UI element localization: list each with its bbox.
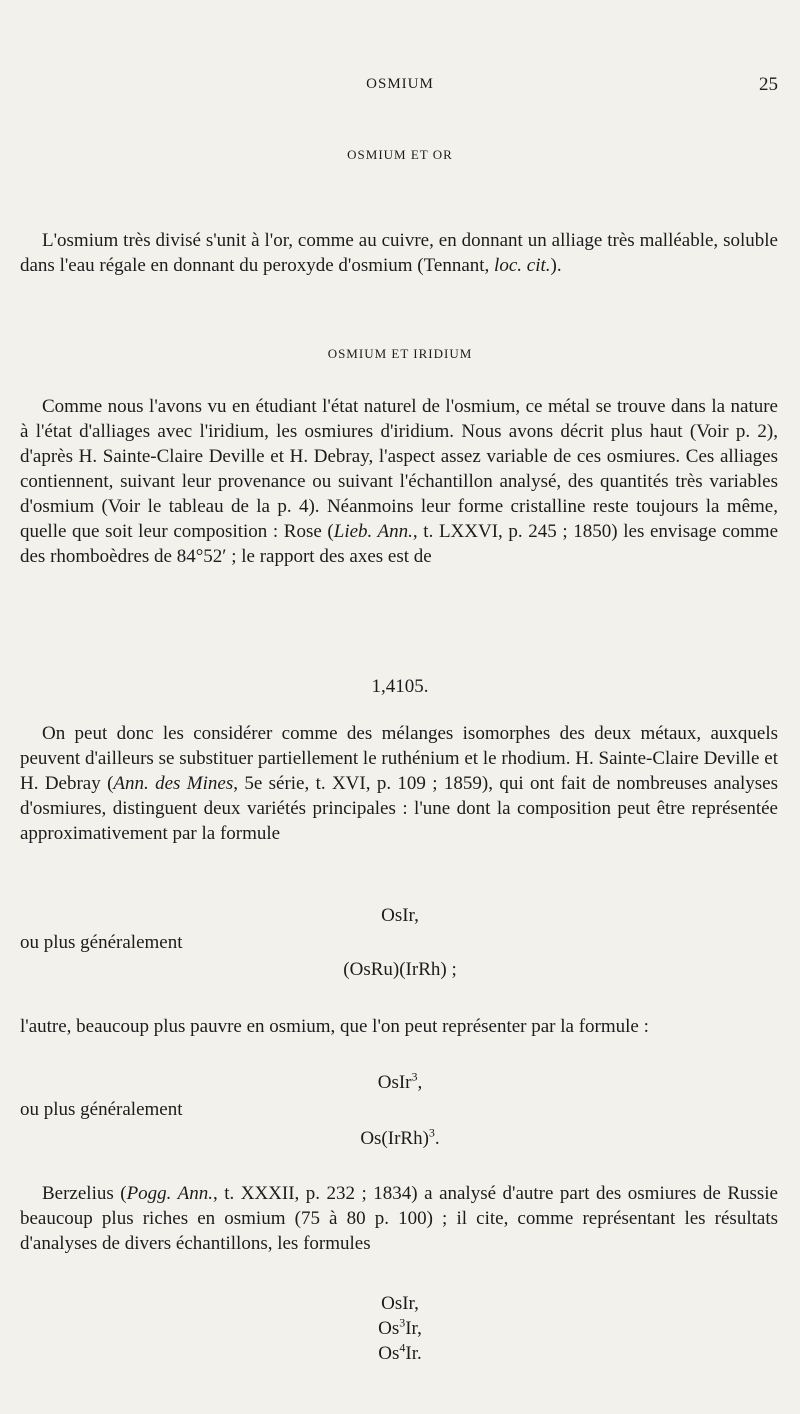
paragraph-berzelius bbox=[20, 1181, 778, 1256]
general-line-2: ou plus généralement bbox=[20, 1099, 183, 1120]
paragraph-isomorphes bbox=[20, 721, 778, 846]
reference: Ann. des Mines bbox=[113, 773, 234, 794]
paragraph-osmium-or bbox=[20, 228, 778, 278]
formula-osir3: OsIr$^3$, bbox=[377, 1069, 423, 1093]
paragraph-text: , t. XXXII, p. 232 ; 1834) a analysé d'autre part des osmiures de Russie beaucoup plus riches en osmium (75 à 80 p. 100) ; il cite, comme représentant les résultats d'analyses de divers échantillons, les formules bbox=[20, 1183, 778, 1254]
section-title-osmium-or: OSMIUM ET OR bbox=[347, 147, 453, 162]
paragraph-text: l'autre, beaucoup plus pauvre en osmium, que l'on peut représenter par la formule : bbox=[20, 1016, 649, 1037]
paragraph-text: Comme nous l'avons vu en étudiant l'état naturel de l'osmium, ce métal se trouve dans la nature à l'état d'alliages avec l'iridium, les osmiures d'iridium. Nous avons décrit plus haut (Voir p. 2), d'après H. Sainte-Claire Deville et H. Debray, l'aspect assez variable de ces osmiures. Ces alliages contiennent, suivant leur provenance ou suivant l'échantillon analysé, des quantités très variables d'osmium (Voir le tableau de la p. 4). Néanmoins leur forme cristalline reste toujours la même, quelle que soit leur composition : Rose ( bbox=[20, 396, 778, 542]
paragraph-text: , t. LXXVI, p. 245 ; 1850) les envisage comme des rhomboèdres de 84°52′ ; le rapport des axes est de bbox=[20, 521, 778, 567]
paragraph-text: , 5e série, t. XVI, p. 109 ; 1859), qui ont fait de nombreuses analyses d'osmiures, distinguent deux variétés principales : l'une dont la composition peut être représentée approximativement par la formule bbox=[20, 773, 778, 844]
formula-final-1: OsIr, bbox=[381, 1293, 419, 1314]
formula-osru-irrh: (OsRu)(IrRh) ; bbox=[343, 959, 457, 980]
formula-os-irrh3: Os(IrRh)$^3$. bbox=[360, 1125, 440, 1149]
reference: Lieb. Ann. bbox=[333, 521, 413, 542]
formula-osir: OsIr, bbox=[381, 905, 419, 926]
reference: Pogg. Ann. bbox=[126, 1183, 213, 1204]
reference: loc. cit. bbox=[494, 255, 551, 276]
page-header bbox=[0, 76, 800, 100]
paragraph-text: L'osmium très divisé s'unit à l'or, comme au cuivre, en donnant un alliage très malléable, soluble dans l'eau régale en donnant du peroxyde d'osmium (Tennant, bbox=[20, 230, 778, 276]
running-title: OSMIUM bbox=[366, 76, 434, 92]
paragraph-text: ). bbox=[550, 255, 562, 276]
paragraph-osmiures bbox=[20, 394, 778, 569]
formula-final-3: Os$^4$Ir. bbox=[378, 1340, 422, 1364]
paragraph-text: On peut donc les considérer comme des mélanges isomorphes des deux métaux, auxquels peuvent d'ailleurs se substituer partiellement le ruthénium et le rhodium. H. Sainte-Claire Deville et H. Debray ( bbox=[20, 723, 778, 794]
formula-final-2: Os$^3$Ir, bbox=[378, 1315, 422, 1339]
axis-ratio: 1,4105. bbox=[371, 676, 429, 697]
section-title-osmium-iridium: OSMIUM ET IRIDIUM bbox=[327, 346, 473, 361]
paragraph-pauvre bbox=[20, 1014, 778, 1039]
general-line-1: ou plus généralement bbox=[20, 932, 183, 953]
page-number: 25 bbox=[759, 74, 778, 95]
paragraph-text: Berzelius ( bbox=[42, 1183, 127, 1204]
